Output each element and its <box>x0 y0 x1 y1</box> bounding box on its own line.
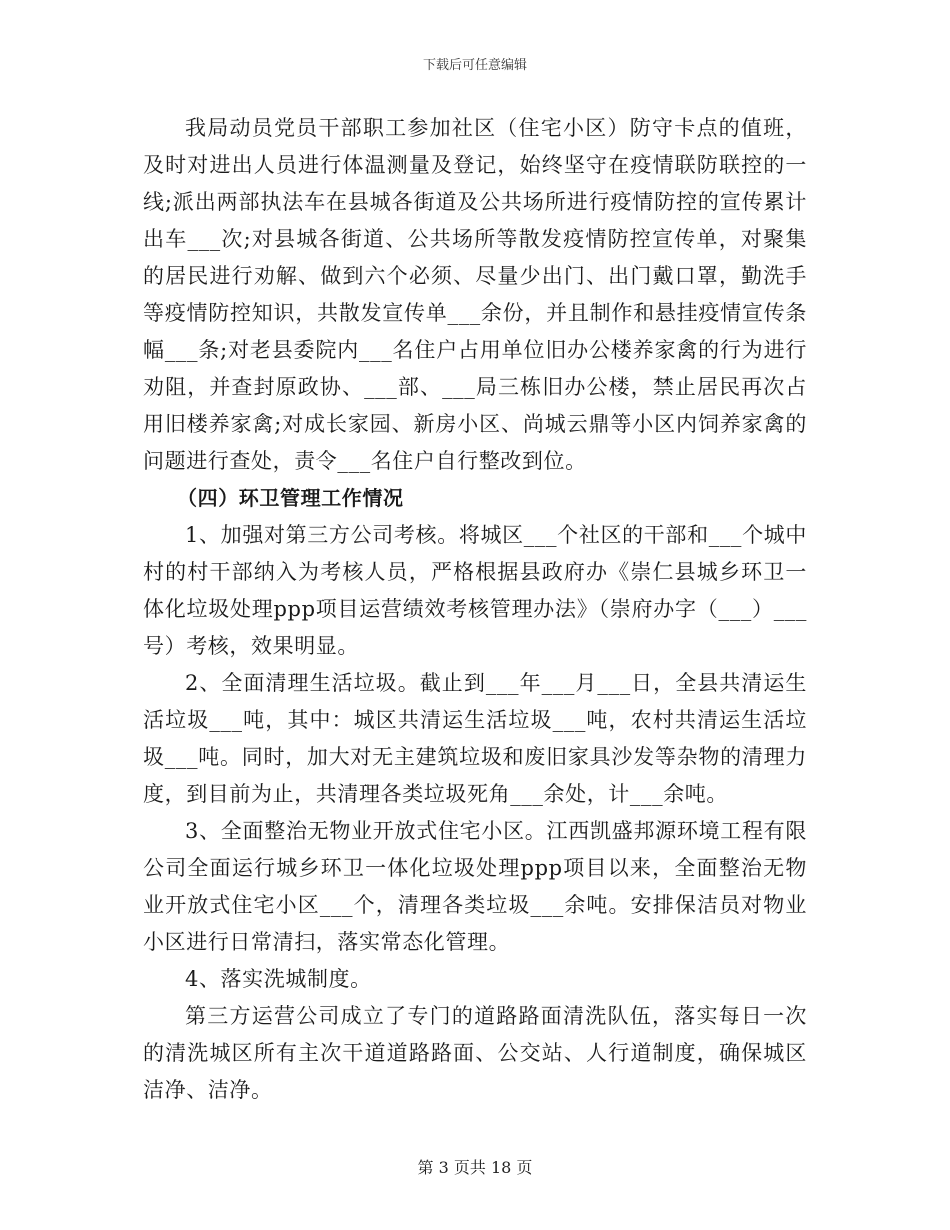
page-number: 第 3 页共 18 页 <box>417 1158 533 1177</box>
section-heading-sanitation: （四）环卫管理工作情况 <box>177 486 404 510</box>
paragraph-item-1: 1、加强对第三方公司考核。将城区___个社区的干部和___个城中村的村干部纳入为考核人员，严格根据县政府办《崇仁县城乡环卫一体化垃圾处理ppp项目运营绩效考核管理办法》（崇府办字（___）___号）考核，效果明显。 <box>143 523 807 658</box>
paragraph-item-4: 4、落实洗城制度。 <box>185 967 372 991</box>
document-body <box>143 110 807 1109</box>
paragraph-street-cleaning: 第三方运营公司成立了专门的道路路面清洗队伍，落实每日一次的清洗城区所有主次干道道路路面、公交站、人行道制度，确保城区洁净、洁净。 <box>143 1004 807 1102</box>
paragraph-item-2: 2、全面清理生活垃圾。截止到___年___月___日，全县共清运生活垃圾___吨，其中：城区共清运生活垃圾___吨，农村共清运生活垃圾___吨。同时，加大对无主建筑垃圾和废旧家具沙发等杂物的清理力度，到目前为止，共清理各类垃圾死角___余处，计___余吨。 <box>143 671 807 806</box>
page-header: 下载后可任意编辑 <box>422 58 527 73</box>
paragraph-item-3: 3、全面整治无物业开放式住宅小区。江西凯盛邦源环境工程有限公司全面运行城乡环卫一体化垃圾处理ppp项目以来，全面整治无物业开放式住宅小区___个，清理各类垃圾___余吨。安排保洁员对物业小区进行日常清扫，落实常态化管理。 <box>143 819 807 954</box>
paragraph-epidemic-duty: 我局动员党员干部职工参加社区（住宅小区）防守卡点的值班，及时对进出人员进行体温测量及登记，始终坚守在疫情联防联控的一线;派出两部执法车在县城各街道及公共场所进行疫情防控的宣传累计出车___次;对县城各街道、公共场所等散发疫情防控宣传单，对聚集的居民进行劝解、做到六个必须、尽量少出门、出门戴口罩，勤洗手等疫情防控知识，共散发宣传单___余份，并且制作和悬挂疫情宣传条幅___条;对老县委院内___名住户占用单位旧办公楼养家禽的行为进行劝阻，并查封原政协、___部、___局三栋旧办公楼，禁止居民再次占用旧楼养家禽;对成长家园、新房小区、尚城云鼎等小区内饲养家禽的问题进行查处，责令___名住户自行整改到位。 <box>143 116 807 473</box>
